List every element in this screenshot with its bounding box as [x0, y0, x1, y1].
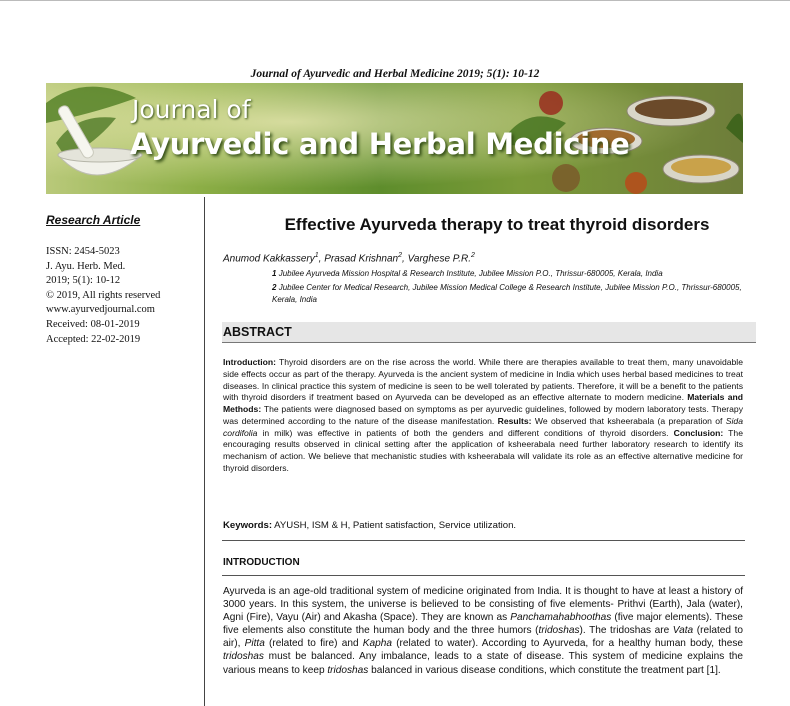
abstract-intro-label: Introduction:	[223, 357, 276, 367]
author-list: Anumod Kakkassery$^1$, Prasad Krishnan$^2$, Varghese P.R.$^2$	[223, 252, 475, 265]
abstract-results-label: Results:	[497, 415, 532, 426]
affiliation-number: 1	[272, 269, 277, 278]
keywords	[223, 520, 516, 531]
journal-banner	[46, 83, 743, 194]
affiliation-2	[272, 282, 742, 306]
website-link[interactable]: www.ayurvedjournal.com	[46, 304, 155, 316]
author-name: Varghese P.R.	[407, 253, 471, 265]
received-date: Received: 08-01-2019	[46, 318, 140, 330]
author-affil-mark: 1	[314, 252, 319, 259]
author-name: Anumod Kakkassery	[223, 253, 315, 265]
intro-text: (five major elements). These five elements also constitute the human body and the three humors (	[223, 612, 743, 637]
affiliation-number: 2	[272, 283, 277, 292]
author-name: Prasad Krishnan	[324, 253, 399, 265]
intro-text: ). The tridoshas are	[579, 625, 673, 637]
abstract-methods-text: The patients were diagnosed based on symptoms as per ayurvedic guidelines, followed by modern laboratory tests. Therapy was determined according to the nature of the disease manifestation.	[223, 404, 743, 426]
intro-text: (related to air),	[223, 625, 743, 650]
section-divider	[222, 540, 745, 541]
abstract-intro-text: Thyroid disorders are on the rise across the world. While there are therapies available to treat them, many unavoidable side effects occur as part of the therapy. Ayurveda is the ancient system of medicine in India which uses herbal based medicines to treat diseases. In clinical practice this system of medicine is seen to be well tolerated by patients. Therefore, it will be a benefit to the patients with thyroid disorders if treatment based on Ayurveda can be developed as an effective alternate to modern medicine.	[223, 357, 743, 403]
column-divider	[204, 197, 205, 706]
keywords-label: Keywords:	[223, 520, 273, 531]
banner-title-line1: Journal of	[132, 95, 251, 124]
abstract-conclusion-label: Conclusion:	[673, 427, 724, 438]
paper-title: Effective Ayurveda therapy to treat thyroid disorders	[284, 215, 710, 234]
intro-term: tridoshas	[538, 625, 580, 637]
affiliation-1	[272, 268, 742, 280]
article-type: Research Article	[46, 213, 141, 227]
abstract-body	[223, 357, 743, 475]
intro-term: Kapha	[362, 638, 392, 650]
introduction-heading: INTRODUCTION	[223, 557, 300, 568]
intro-text: must be balanced. Any imbalance, leads to a state of disease. This system of medicine explains the various means to keep	[223, 651, 743, 676]
author-affil-mark: 2	[398, 252, 403, 259]
volume-info: 2019; 5(1): 10-12	[46, 275, 121, 287]
abstract-results-species: Sida cordifolia	[223, 415, 743, 438]
article-info-sidebar	[46, 213, 196, 347]
intro-term: tridoshas	[223, 651, 264, 663]
intro-term: tridoshas	[327, 664, 369, 676]
running-header: Journal of Ayurvedic and Herbal Medicine 2019; 5(1): 10-12	[250, 68, 540, 80]
intro-term: Vata	[672, 625, 694, 637]
article-meta	[46, 245, 196, 347]
author-affil-mark: 2	[470, 252, 475, 259]
abstract-conclusion-text: The encouraging results observed in clinical setting after the application of ksheerabala need further laboratory research to identify its mechanism of action. We believe that mechanistic studies with ksheerabala will validate its role as an effective alternative medicine for thyroid disorders.	[223, 427, 743, 473]
section-divider	[222, 575, 745, 576]
keywords-text: AYUSH, ISM & H, Patient satisfaction, Service utilization.	[272, 520, 517, 531]
intro-text: Ayurveda is an age-old traditional system of medicine originated from India. It is thought to have at least a history of 3000 years. In this system, the universe is believed to be consisting of five elements- Prithvi (Earth), Jala (water), Agni (Fire), Vayu (Air) and Akasha (Space). They are known as	[223, 586, 743, 624]
intro-term: Pitta	[244, 638, 265, 650]
introduction-body	[223, 585, 743, 677]
banner-title-line2: Ayurvedic and Herbal Medicine	[130, 127, 630, 161]
abstract-results-text: in milk) was effective in patients of both the genders and different conditions of thyroid disorders.	[257, 427, 674, 438]
abstract-heading: ABSTRACT	[222, 322, 756, 343]
copyright: © 2019, All rights reserved	[46, 289, 161, 301]
intro-text: (related to fire) and	[264, 638, 363, 650]
intro-text: balanced in various disease conditions, which constitute the treatment part [1].	[368, 664, 721, 676]
abstract-results-text: We observed that ksheerabala (a preparation of	[531, 415, 726, 426]
affiliation-text: Jubilee Ayurveda Mission Hospital & Research Institute, Jubilee Mission P.O., Thrissur-680005, Kerala, India	[278, 269, 663, 278]
journal-abbrev: J. Ayu. Herb. Med.	[46, 260, 126, 272]
issn: ISSN: 2454-5023	[46, 246, 120, 257]
intro-text: (related to water). According to Ayurveda, for a healthy human body, these	[391, 638, 743, 650]
intro-term: Panchamahabhoothas	[510, 612, 612, 624]
accepted-date: Accepted: 22-02-2019	[46, 333, 141, 345]
affiliation-text: Jubilee Center for Medical Research, Jubilee Mission Medical College & Research Institute, Jubilee Mission P.O., Thrissur-680005, Kerala, India	[272, 283, 742, 304]
abstract-methods-label: Materials and Methods:	[223, 392, 743, 414]
top-border	[0, 0, 790, 1]
